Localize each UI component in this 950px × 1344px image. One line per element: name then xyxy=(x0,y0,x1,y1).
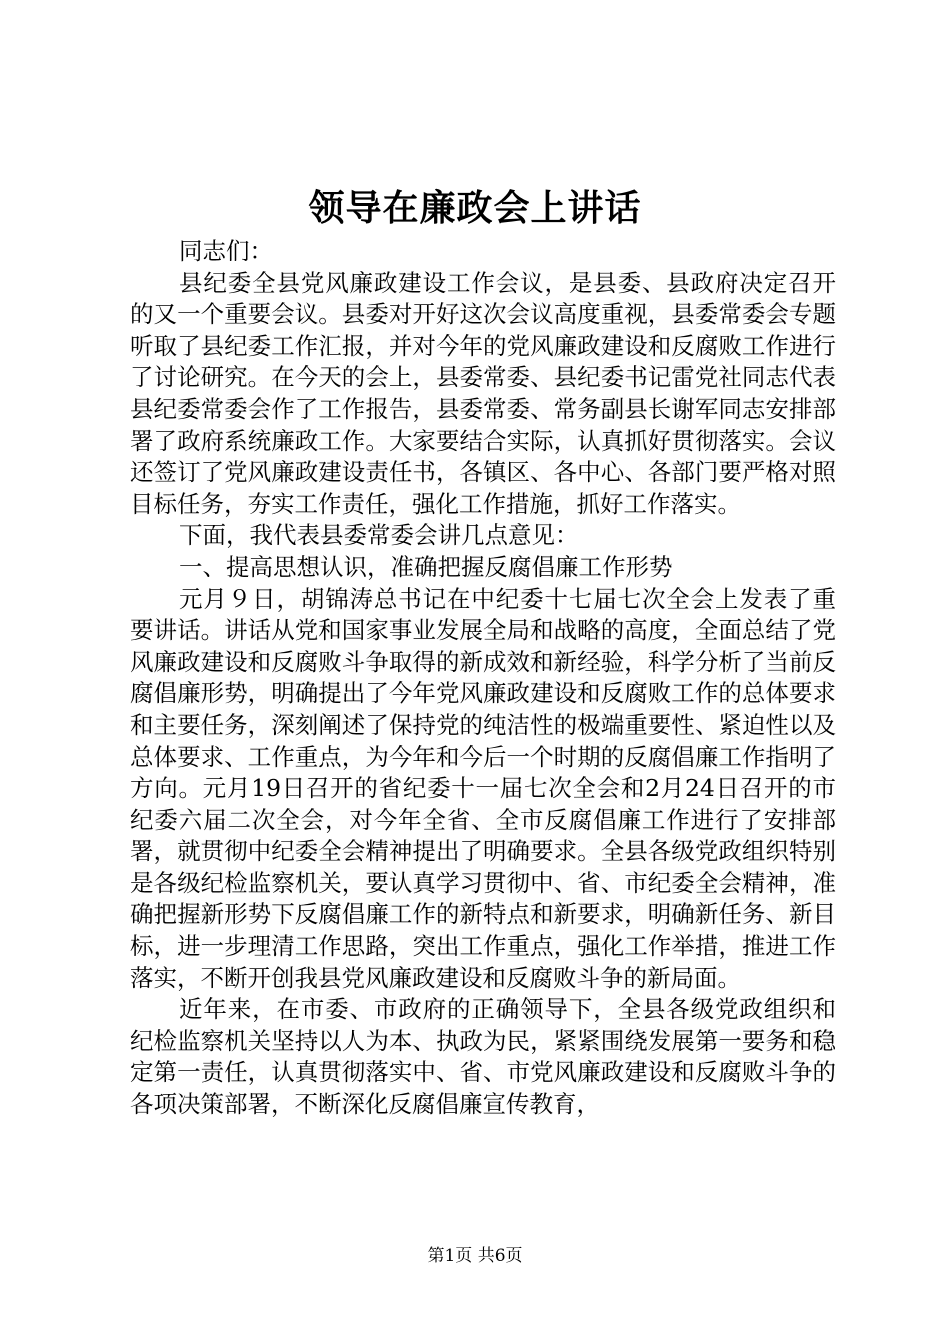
body-paragraph: 县纪委全县党风廉政建设工作会议，是县委、县政府决定召开的又一个重要会议。县委对开好这次会议高度重视，县委常委会专题听取了县纪委工作汇报，并对今年的党风廉政建设和反腐败工作进行了讨论研究。在今天的会上，县委常委、县纪委书记雷党社同志代表县纪委常委会作了工作报告，县委常委、常务副县长谢军同志安排部署了政府系统廉政工作。大家要结合实际，认真抓好贯彻落实。会议还签订了党风廉政建设责任书，各镇区、各中心、各部门要严格对照目标任务，夯实工作责任，强化工作措施，抓好工作落实。 xyxy=(130,268,836,518)
salutation-paragraph: 同志们： xyxy=(179,237,273,265)
body-paragraph: 元月９日，胡锦涛总书记在中纪委十七届七次全会上发表了重要讲话。讲话从党和国家事业发展全局和战略的高度，全面总结了党风廉政建设和反腐败斗争取得的新成效和新经验，科学分析了当前反腐倡廉形势，明确提出了今年党风廉政建设和反腐败工作的总体要求和主要任务，深刻阐述了保持党的纯洁性的极端重要性、紧迫性以及总体要求、工作重点，为今年和今后一个时期的反腐倡廉工作指明了方向。元月19日召开的省纪委十一届七次全会和2月24日召开的市纪委六届二次全会，对今年全省、全市反腐倡廉工作进行了安排部署，就贯彻中纪委全会精神提出了明确要求。全县各级党政组织特别是各级纪检监察机关，要认真学习贯彻中、省、市纪委全会精神，准确把握新形势下反腐倡廉工作的新特点和新要求，明确新任务、新目标，进一步理清工作思路，突出工作重点，强化工作举措，推进工作落实，不断开创我县党风廉政建设和反腐败斗争的新局面。 xyxy=(130,584,836,992)
page-number-footer: 第1页 共6页 xyxy=(427,1246,523,1266)
document-body xyxy=(130,236,836,1121)
body-paragraph: 近年来，在市委、市政府的正确领导下，全县各级党政组织和纪检监察机关坚持以人为本、执政为民，紧紧围绕发展第一要务和稳定第一责任，认真贯彻落实中、省、市党风廉政建设和反腐败斗争的各项决策部署，不断深化反腐倡廉宣传教育， xyxy=(130,995,836,1119)
body-paragraph: 下面，我代表县委常委会讲几点意见： xyxy=(179,521,579,550)
section-heading: 一、提高思想认识，准确把握反腐倡廉工作形势 xyxy=(179,552,673,581)
document-title: 领导在廉政会上讲话 xyxy=(308,187,642,229)
